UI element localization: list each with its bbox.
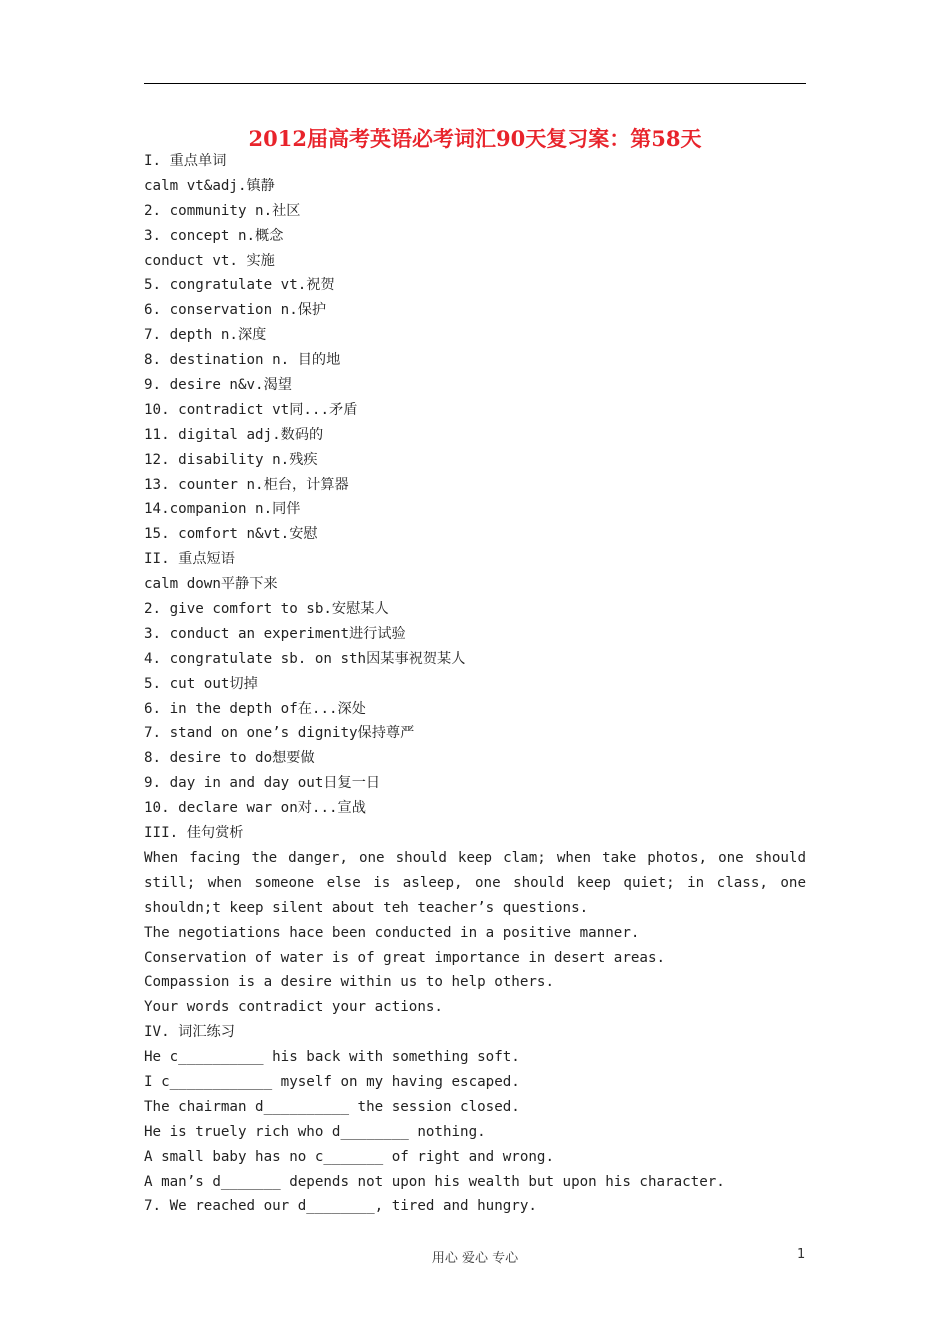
vocab-item: 3. concept n.概念	[144, 227, 284, 244]
page-footer: 用心 爱心 专心	[431, 1251, 519, 1266]
phrase-item: 3. conduct an experiment进行试验	[144, 625, 406, 642]
phrase-item: 5. cut out切掉	[144, 675, 258, 692]
vocab-item: 8. destination n. 目的地	[144, 352, 341, 369]
section-heading-phrases: II. 重点短语	[144, 551, 235, 568]
vocab-item: conduct vt. 实施	[144, 252, 275, 269]
phrase-item: 8. desire to do想要做	[144, 750, 315, 767]
vocab-item: 7. depth n.深度	[144, 327, 267, 344]
section-heading-sentences: III. 佳句赏析	[144, 825, 244, 842]
section-heading-exercises: IV. 词汇练习	[144, 1024, 235, 1041]
exercise-item: He c__________ his back with something soft.	[144, 1049, 520, 1066]
sentence-line: shouldn;t keep silent about teh teacher’s questions.	[144, 899, 589, 916]
phrase-item: 9. day in and day out日复一日	[144, 775, 381, 792]
sentence-line: The negotiations hace been conducted in a positive manner.	[144, 924, 640, 941]
vocab-item: calm vt&adj.镇静	[144, 177, 275, 194]
section-heading-words: I. 重点单词	[144, 153, 227, 169]
vocab-item: 5. congratulate vt.祝贺	[144, 277, 335, 294]
vocab-item: 14.companion n.同伴	[144, 501, 301, 518]
exercise-item: A man’s d_______ depends not upon his wealth but upon his character.	[144, 1173, 725, 1190]
sentence-line: Your words contradict your actions.	[144, 999, 443, 1016]
vocab-item: 10. contradict vt同...矛盾	[144, 401, 358, 418]
exercise-item: A small baby has no c_______ of right and wrong.	[144, 1148, 554, 1165]
phrase-item: 2. give comfort to sb.安慰某人	[144, 601, 389, 618]
sentence-line: still; when someone else is asleep, one should keep quiet; in class, one	[144, 874, 806, 891]
sentence-line: When facing the danger, one should keep clam; when take photos, one should	[144, 849, 806, 866]
header-rule	[144, 83, 806, 84]
vocab-item: 2. community n.社区	[144, 202, 301, 219]
vocab-item: 6. conservation n.保护	[144, 302, 327, 319]
document-title: 2012届高考英语必考词汇90天复习案：第58天	[248, 126, 702, 151]
phrase-item: calm down平静下来	[144, 576, 278, 593]
document-body	[144, 149, 806, 1219]
exercise-item: He is truely rich who d________ nothing.	[144, 1123, 486, 1140]
vocab-item: 9. desire n&v.渴望	[144, 377, 292, 394]
exercise-item: I c____________ myself on my having escaped.	[144, 1073, 520, 1090]
vocab-item: 12. disability n.残疾	[144, 451, 318, 468]
phrase-item: 6. in the depth of在...深处	[144, 700, 366, 717]
sentence-line: Compassion is a desire within us to help others.	[144, 974, 554, 991]
phrase-item: 7. stand on one’s dignity保持尊严	[144, 725, 415, 742]
phrase-item: 10. declare war on对...宣战	[144, 800, 366, 817]
vocab-item: 13. counter n.柜台，计算器	[144, 476, 349, 493]
exercise-item: The chairman d__________ the session closed.	[144, 1098, 520, 1115]
sentence-line: Conservation of water is of great importance in desert areas.	[144, 949, 666, 966]
vocab-item: 15. comfort n&vt.安慰	[144, 526, 318, 543]
page-number: 1	[797, 1247, 806, 1262]
phrase-item: 4. congratulate sb. on sth因某事祝贺某人	[144, 650, 466, 667]
vocab-item: 11. digital adj.数码的	[144, 426, 324, 443]
exercise-item: 7. We reached our d________, tired and hungry.	[144, 1198, 537, 1215]
